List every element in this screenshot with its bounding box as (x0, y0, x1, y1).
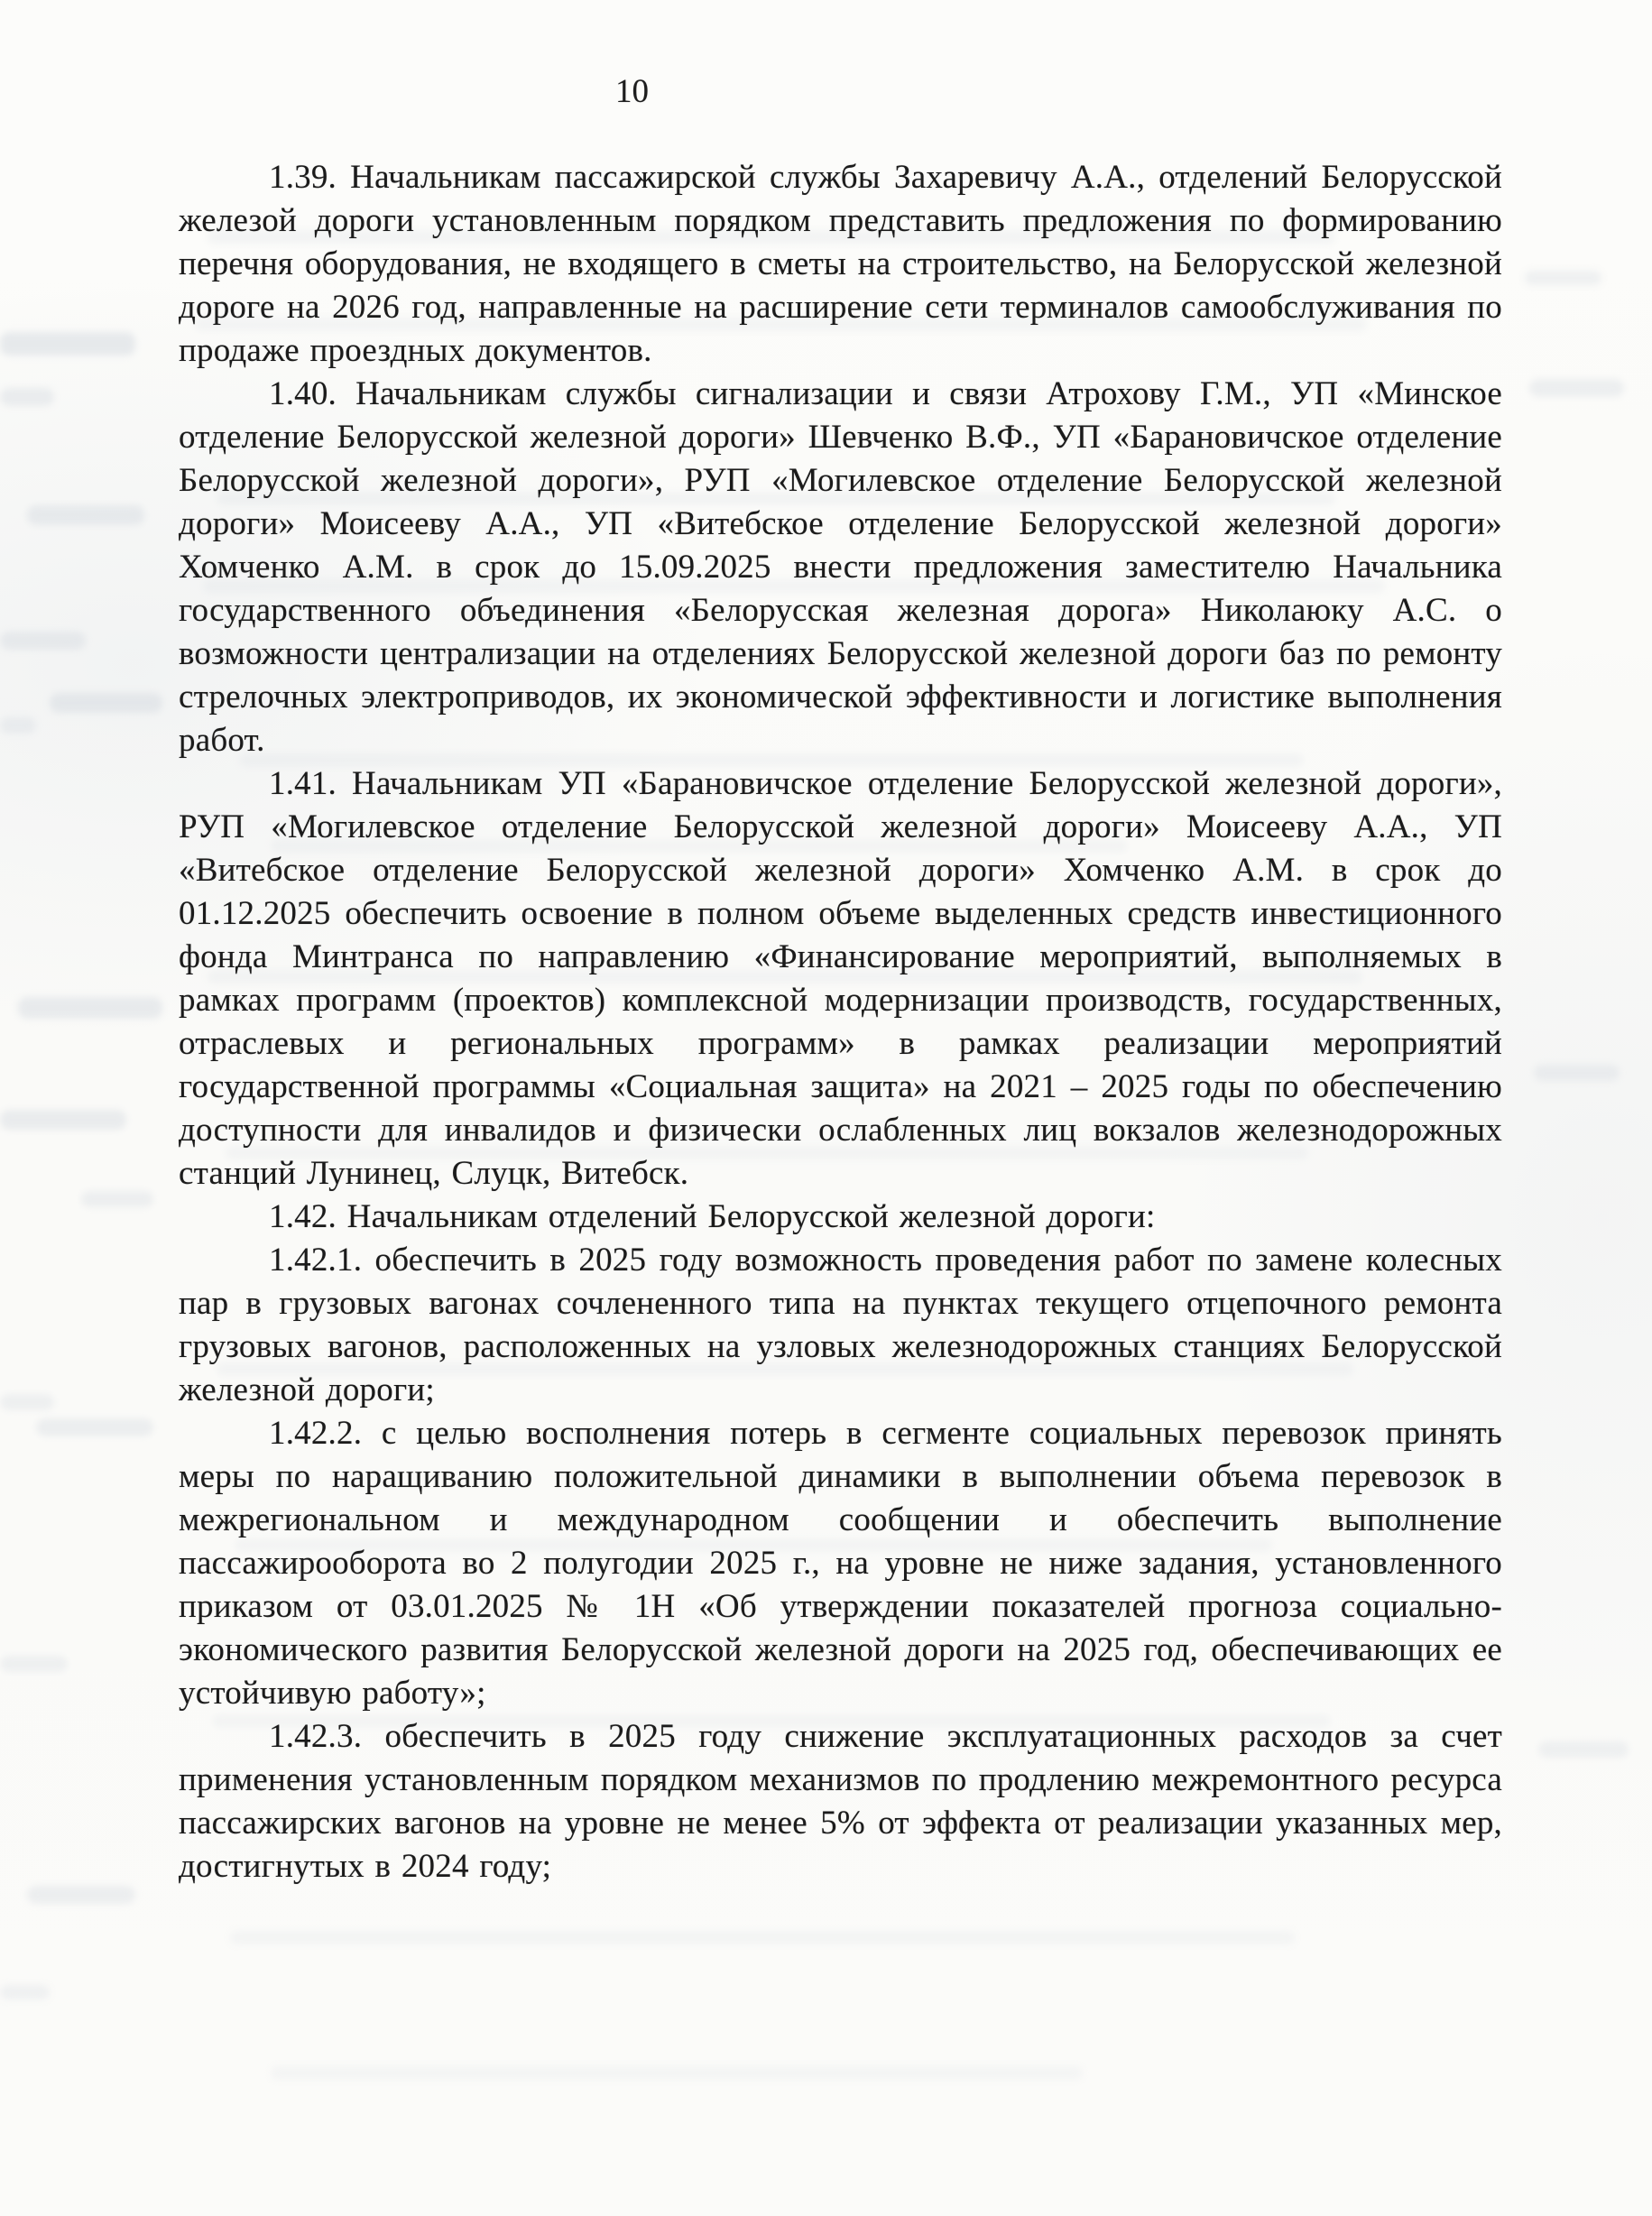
page-number: 10 (615, 73, 649, 110)
bleed-through-smudge (1529, 379, 1624, 397)
paragraph-1.42.2: 1.42.2. с целью восполнения потерь в сегменте социальных перевозок принять меры по наращиванию положительной динамики в выполнении объема перевозок в межрегиональном и международном сообщении и обеспечить выполнение пассажирооборота во 2 полугодии 2025 г., на уровне не ниже задания, установленного приказом от 03.01.2025 № 1Н «Об утверждении показателей прогноза социально-экономического развития Белорусской железной дороги на 2025 год, обеспечивающих ее устойчивую работу»; (179, 1415, 1502, 1712)
paragraph-1.42.3: 1.42.3. обеспечить в 2025 году снижение эксплуатационных расходов за счет применения установленным порядком механизмов по продлению межремонтного ресурса пассажирских вагонов на уровне не менее 5% от эффекта от реализации указанных мер, достигнутых в 2024 году; (179, 1718, 1502, 1885)
bleed-through-smudge (50, 693, 162, 713)
paragraph-1.40: 1.40. Начальникам службы сигнализации и связи Атрохову Г.М., УП «Минское отделение Белорусской железной дороги» Шевченко В.Ф., УП «Барановичское отделение Белорусской железной дороги», РУП «Могилевское отделение Белорусской железной дороги» Моисееву А.А., УП «Витебское отделение Белорусской железной дороги» Хомченко А.М. в срок до 15.09.2025 внести предложения заместителю Начальника государственного объединения «Белорусская железная дорога» Николаюку А.С. о возможности централизации на отделениях Белорусской железной дороги баз по ремонту стрелочных электроприводов, их экономической эффективности и логистике выполнения работ. (179, 375, 1502, 759)
bleed-through-smudge (36, 1418, 153, 1436)
bleed-through-smudge (0, 632, 86, 650)
bleed-through-smudge (0, 388, 54, 406)
bleed-through-smudge (0, 1656, 68, 1672)
bleed-through-smudge (0, 717, 36, 734)
paragraph-1.42.1: 1.42.1. обеспечить в 2025 году возможность проведения работ по замене колесных пар в грузовых вагонах сочлененного типа на пунктах текущего отцепочного ремонта грузовых вагонов, расположенных на узловых железнодорожных станциях Белорусской железной дороги; (179, 1242, 1502, 1408)
bleed-through-smudge (18, 997, 162, 1019)
bleed-through-smudge (0, 332, 135, 355)
bleed-through-smudge (1525, 271, 1601, 285)
bleed-through-smudge (0, 1985, 50, 1999)
bleed-through-smudge (271, 2066, 1083, 2080)
bleed-through-smudge (1538, 1741, 1629, 1758)
paragraph-1.42: 1.42. Начальникам отделений Белорусской железной дороги: (269, 1198, 1156, 1235)
bleed-through-smudge (230, 1931, 1295, 1944)
paragraph-1.41: 1.41. Начальникам УП «Барановичское отделение Белорусской железной дороги», РУП «Могилевское отделение Белорусской железной дороги» Моисееву А.А., УП «Витебское отделение Белорусской железной дороги» Хомченко А.М. в срок до 01.12.2025 обеспечить освоение в полном объеме выделенных средств инвестиционного фонда Минтранса по направлению «Финансирование мероприятий, выполняемых в рамках программ (проектов) комплексной модернизации производств, государственных, отраслевых и региональных программ» в рамках реализации мероприятий государственной программы «Социальная защита» на 2021 – 2025 годы по обеспечению доступности для инвалидов и физически ослабленных лиц вокзалов железнодорожных станций Лунинец, Слуцк, Витебск. (179, 765, 1502, 1192)
bleed-through-smudge (0, 1394, 54, 1410)
bleed-through-smudge (1534, 1065, 1620, 1081)
bleed-through-smudge (27, 1886, 135, 1904)
bleed-through-smudge (0, 1110, 126, 1130)
bleed-through-smudge (27, 505, 144, 525)
paragraph-1.39: 1.39. Начальникам пассажирской службы Захаревичу А.А., отделений Белорусской железой дороги установленным порядком представить предложения по формированию перечня оборудования, не входящего в сметы на строительство, на Белорусской железной дороге на 2026 год, направленные на расширение сети терминалов самообслуживания по продаже проездных документов. (179, 159, 1502, 369)
bleed-through-smudge (81, 1191, 153, 1207)
document-body (179, 156, 1502, 1888)
